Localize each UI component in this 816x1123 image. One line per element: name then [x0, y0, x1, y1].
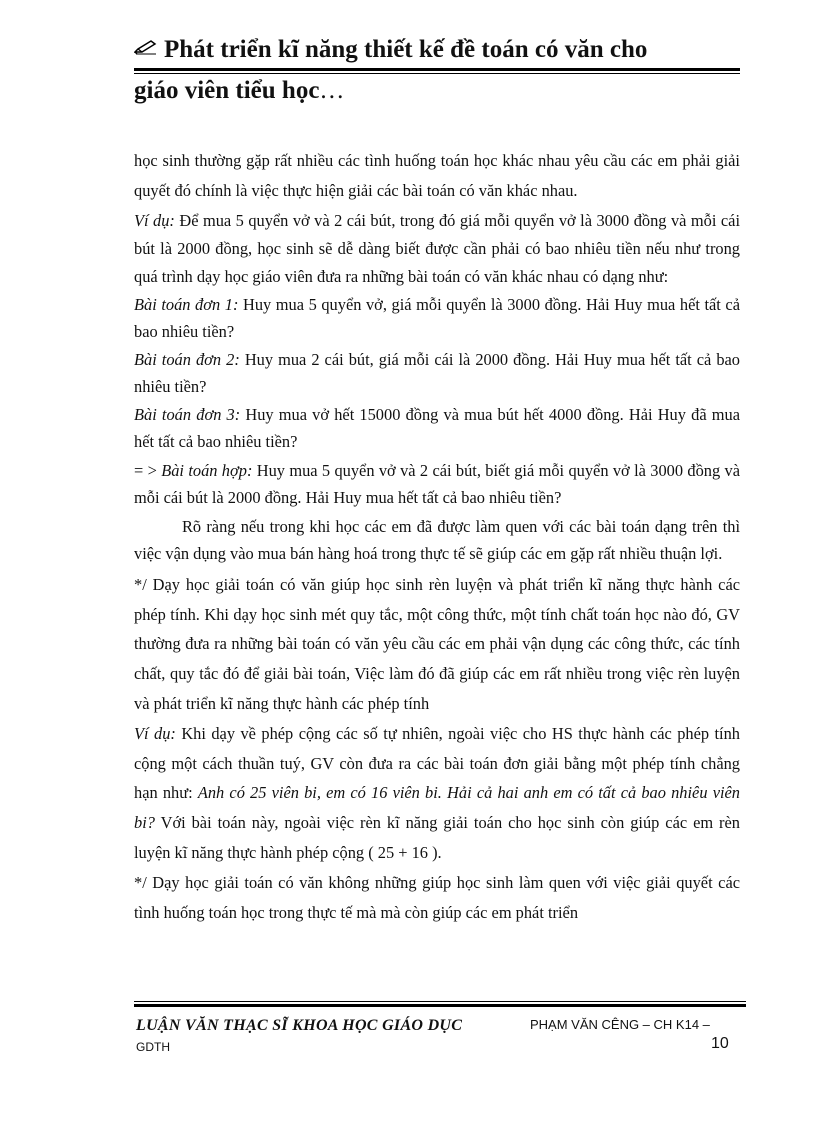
header-ellipsis: …	[319, 77, 345, 104]
header-title-text-1: Phát triển kĩ năng thiết kế đề toán có văn cho	[164, 36, 648, 63]
problem-1-label: Bài toán đơn 1:	[134, 295, 239, 315]
page-body	[134, 146, 740, 927]
problem-combined	[134, 457, 740, 511]
example-2-label: Ví dụ:	[134, 724, 176, 744]
example-1-text: Để mua 5 quyển vở và 2 cái bút, trong đó giá mỗi quyển vở là 3000 đồng và mỗi cái bút là 2000 đồng, học sinh sẽ dễ dàng biết được cần phải có bao nhiêu tiền nếu như trong quá trình dạy học giáo viên đưa ra những bài toán có văn khác nhau có dạng như:	[134, 211, 740, 287]
problem-1-text: Huy mua 5 quyển vở, giá mỗi quyển là 3000 đồng. Hải Huy mua hết tất cả bao nhiêu tiền?	[134, 295, 740, 341]
page-header	[134, 33, 740, 108]
pencil-icon	[134, 39, 158, 55]
problem-combined-text: Huy mua 5 quyển vở và 2 cái bút, biết giá mỗi quyển vở là 3000 đồng và mỗi cái bút là 2000 đồng. Hải Huy mua hết tất cả bao nhiêu tiền?	[134, 461, 740, 508]
paragraph-example-2	[134, 719, 740, 867]
example-2-text-b: Với bài toán này, ngoài việc rèn kĩ năng giải toán cho học sinh còn giúp các em rèn luyện kĩ năng thực hành phép cộng ( 25 + 16 ).	[134, 812, 740, 862]
header-title-line1	[134, 33, 740, 67]
page-number: 10	[711, 1035, 729, 1052]
example-1-label: Ví dụ:	[134, 211, 175, 231]
footer-thesis: LUẬN VĂN THẠC SĨ KHOA HỌC GIÁO DỤC	[136, 1017, 463, 1034]
footer-row	[134, 1007, 746, 1054]
problem-1	[134, 292, 740, 345]
footer-program: GDTH	[136, 1040, 170, 1054]
paragraph-example-1	[134, 207, 740, 291]
problem-3-text: Huy mua vở hết 15000 đồng và mua bút hết 4000 đồng. Hải Huy đã mua hết tất cả bao nhiêu tiền?	[134, 405, 740, 451]
problem-combined-prefix: = >	[134, 461, 162, 481]
problem-2	[134, 347, 740, 400]
footer-author: PHẠM VĂN CÊNG – CH K14 –	[530, 1017, 710, 1032]
problem-3	[134, 402, 740, 455]
problem-2-text: Huy mua 2 cái bút, giá mỗi cái là 2000 đồng. Hải Huy mua hết tất cả bao nhiêu tiền?	[134, 350, 740, 396]
problem-2-label: Bài toán đơn 2:	[134, 350, 240, 370]
paragraph-ro-rang: Rõ ràng nếu trong khi học các em đã được làm quen với các bài toán dạng trên thì việc vận dụng vào mua bán hàng hoá trong thực tế sẽ giúp các em gặp rất nhiều thuận lợi.	[134, 517, 740, 563]
problem-3-label: Bài toán đơn 3:	[134, 405, 241, 425]
paragraph-day-hoc-1: */ Dạy học giải toán có văn giúp học sinh rèn luyện và phát triển kĩ năng thực hành các phép tính. Khi dạy học sinh mét quy tắc, một công thức, một tính chất toán học nào đó, GV thường đưa ra những bài toán có văn yêu cầu các em phải vận dụng các công thức, các tính chất, quy tắc đó để giải bài toán, Việc làm đó đã giúp các em rất nhiều trong việc rèn luyện và phát triển kĩ năng thực hành các phép tính	[134, 575, 740, 713]
example-2-italic: Anh có 25 viên bi, em có 16 viên bi. Hải cả hai anh em có tất cả bao nhiêu viên bi?	[134, 783, 740, 832]
page-footer	[134, 1000, 746, 1054]
header-title-line2	[134, 74, 740, 108]
paragraph-day-hoc-2: */ Dạy học giải toán có văn không những giúp học sinh làm quen với việc giải quyết các tình huống toán học trong thực tế mà mà còn giúp các em phát triển	[134, 873, 740, 922]
paragraph-intro: học sinh thường gặp rất nhiều các tình huống toán học khác nhau yêu cầu các em phải giải quyết đó chính là việc thực hiện giải các bài toán có văn khác nhau.	[134, 151, 740, 200]
problem-combined-label: Bài toán hợp:	[161, 461, 253, 481]
header-title-text-2: giáo viên tiểu học	[134, 77, 320, 104]
example-2-text-a: Khi dạy về phép cộng các số tự nhiên, ngoài việc cho HS thực hành các phép tính cộng một cách thuần tuý, GV còn đưa ra các bài toán đơn giải bằng một phép tính chẳng hạn như:	[134, 724, 741, 803]
